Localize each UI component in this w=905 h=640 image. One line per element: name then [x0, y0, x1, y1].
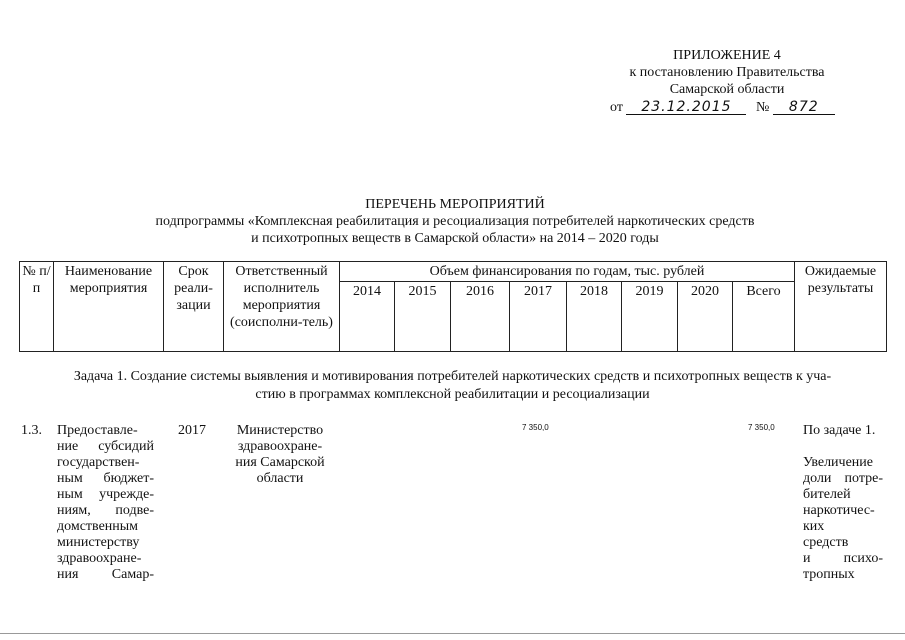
row-results-line [803, 439, 883, 455]
row-name-line: ным учрежде- [57, 487, 154, 502]
row-name-line: Предоставле- [57, 423, 138, 438]
task-heading [20, 368, 885, 404]
header-year: 2017 [510, 282, 567, 352]
row-name-line: здравоохране- [57, 551, 142, 566]
row-name-line: домственным [57, 519, 139, 534]
row-results-line: доли потре- [803, 471, 883, 486]
header-year: 2015 [395, 282, 451, 352]
document-title: ПЕРЕЧЕНЬ МЕРОПРИЯТИЙ [365, 197, 545, 212]
header-total: Всего [733, 282, 795, 352]
row-results-line: тропных [803, 567, 855, 582]
row-name-line: государствен- [57, 455, 140, 470]
header-year: 2016 [451, 282, 510, 352]
row-name-line: ния Самар- [57, 567, 154, 582]
row-results-line: и психо- [803, 551, 883, 566]
row-executor-line: Министерство [236, 423, 324, 438]
header-year: 2014 [340, 282, 395, 352]
annex-line-1: к постановлению Правительства [629, 65, 825, 80]
page-bottom-rule [0, 633, 905, 634]
annex-block [612, 47, 842, 98]
row-executor-line: ния Самарской [235, 455, 325, 470]
row-results-line: наркотичес- [803, 503, 875, 518]
number-label: № [755, 100, 770, 115]
row-name [57, 423, 154, 583]
header-year: 2020 [678, 282, 733, 352]
header-year: 2018 [567, 282, 622, 352]
row-value-2017: 7 350,0 [522, 423, 549, 432]
subtitle-line-1: подпрограммы «Комплексная реабилитация и ресоциализация потребителей наркотических средств [155, 214, 755, 229]
row-results-line: средств [803, 535, 849, 550]
row-term: 2017 [178, 423, 206, 438]
row-results [803, 423, 883, 583]
header-year: 2019 [622, 282, 678, 352]
subtitle-line-2: и психотропных веществ в Самарской области» на 2014 – 2020 годы [251, 231, 659, 246]
row-name-line: ным бюджет- [57, 471, 154, 486]
row-results-line: ких [803, 519, 825, 534]
row-number: 1.3. [21, 423, 42, 438]
row-results-line: Увеличение [803, 455, 874, 470]
task-line-2: стию в программах комплексной реабилитации и ресоциализации [255, 387, 650, 402]
header-results: Ожидаемые результаты [795, 262, 887, 352]
header-num: № п/п [20, 262, 54, 352]
row-name-line: ние субсидий [57, 439, 154, 454]
decree-number: 872 [773, 100, 835, 115]
row-name-line: ниям, подве- [57, 503, 154, 518]
task-line-1: Задача 1. Создание системы выявления и мотивирования потребителей наркотических средств и психотропных веществ к уча- [73, 369, 832, 384]
row-value-total: 7 350,0 [748, 423, 775, 432]
row-executor-line: здравоохране- [237, 439, 323, 454]
row-results-line: По задаче 1. [803, 423, 876, 438]
header-executor: Ответственный исполнитель мероприятия (соисполни-тель) [224, 262, 340, 352]
decree-date: 23.12.2015 [626, 100, 746, 115]
row-name-line: министерству [57, 535, 140, 550]
annex-line-2: Самарской области [669, 82, 785, 97]
row-executor-line: области [256, 471, 304, 486]
annex-title: ПРИЛОЖЕНИЕ 4 [673, 48, 781, 63]
row-executor [224, 423, 336, 487]
header-funding: Объем финансирования по годам, тыс. рублей [340, 262, 795, 282]
decree-line [610, 99, 850, 116]
row-results-line: бителей [803, 487, 851, 502]
header-table [19, 261, 887, 352]
from-label: от [610, 100, 623, 115]
header-term: Срок реали-зации [164, 262, 224, 352]
header-name: Наименование мероприятия [54, 262, 164, 352]
